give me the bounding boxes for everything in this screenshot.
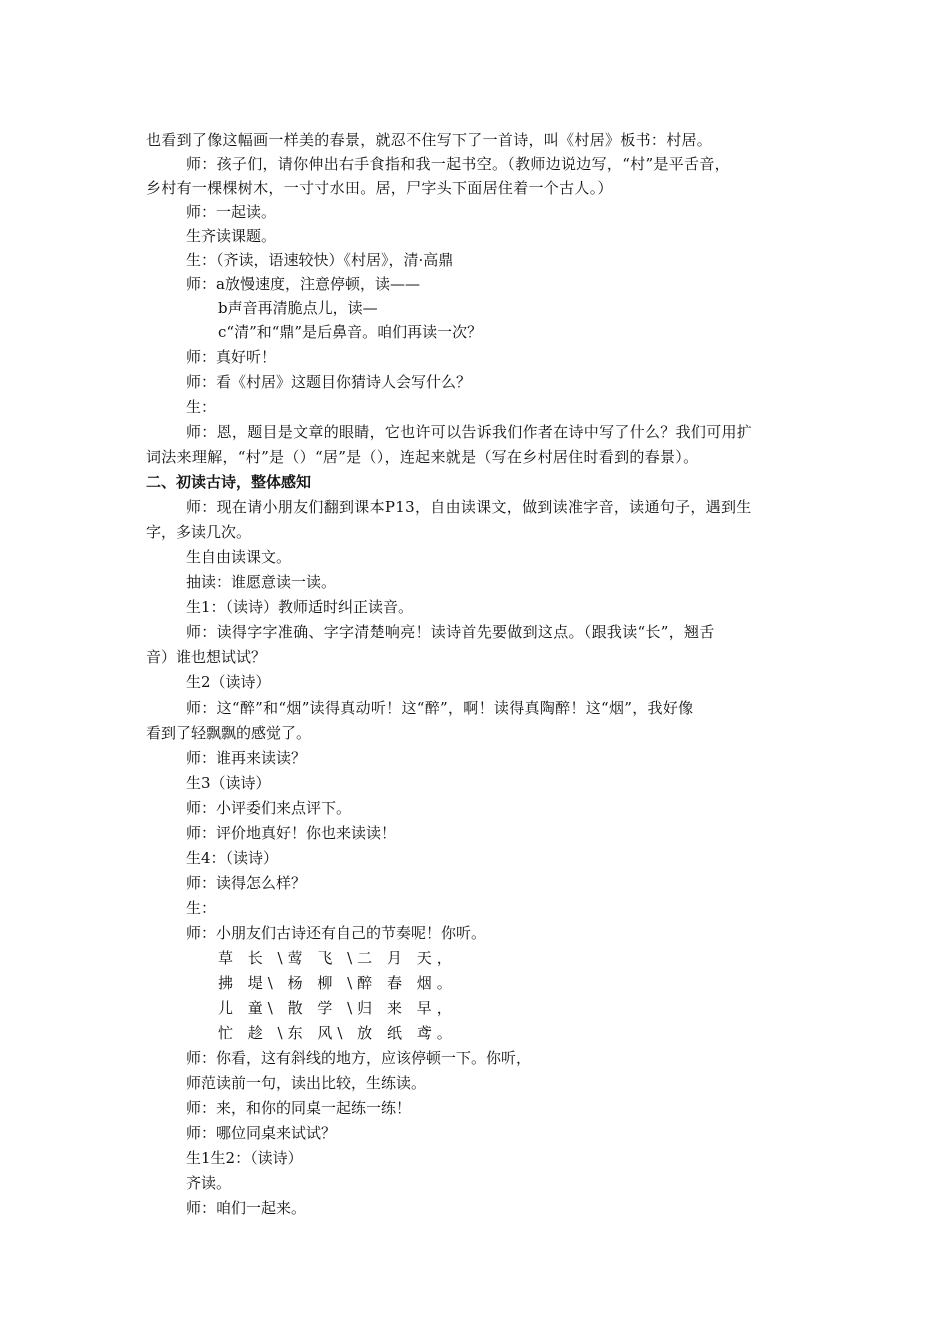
text-line: 师范读前一句，读出比较，生练读。 (186, 1074, 427, 1092)
text-line: 师：真好听！ (186, 348, 277, 366)
text-line: 齐读。 (186, 1174, 232, 1192)
text-line: 生1：（读诗）教师适时纠正读音。 (186, 598, 414, 616)
text-line: 字，多读几次。 (146, 523, 252, 541)
text-line: 师：评价地真好！你也来读读！ (186, 824, 397, 842)
poem-line: 拂 堤\ 杨 柳 \醉 春 烟。 (218, 974, 457, 992)
section-heading: 二、初读古诗，整体感知 (146, 473, 312, 491)
text-line: 师：a放慢速度，注意停顿，读—— (186, 275, 420, 293)
text-line: 抽读：谁愿意读一读。 (186, 573, 337, 591)
text-line: b声音再清脆点儿，读— (218, 299, 378, 317)
text-line: c“清”和“鼎”是后鼻音。咱们再读一次？ (218, 323, 483, 341)
text-line: 词法来理解，“村”是（）“居”是（），连起来就是（写在乡村居住时看到的春景）。 (146, 448, 699, 466)
text-line: 也看到了像这幅画一样美的春景，就忍不住写下了一首诗，叫《村居》板书：村居。 (146, 131, 713, 149)
text-line: 生3（读诗） (186, 774, 271, 792)
text-line: 师：看《村居》这题目你猜诗人会写什么？ (186, 373, 472, 391)
text-line: 生2（读诗） (186, 673, 271, 691)
text-line: 师：哪位同桌来试试？ (186, 1124, 337, 1142)
text-line: 生4：（读诗） (186, 849, 279, 867)
text-line: 看到了轻飘飘的感觉了。 (146, 724, 312, 742)
text-line: 师：读得怎么样？ (186, 874, 307, 892)
text-line: 师：小评委们来点评下。 (186, 799, 352, 817)
text-line: 师：恩，题目是文章的眼睛，它也许可以告诉我们作者在诗中写了什么？我们可用扩 (186, 423, 753, 441)
text-line: 师：这“醉”和“烟”读得真动听！这“醉”，啊！读得真陶醉！这“烟”，我好像 (186, 699, 694, 717)
text-line: 师：一起读。 (186, 203, 277, 221)
text-line: 生： (186, 899, 217, 917)
text-line: 乡村有一棵棵树木，一寸寸水田。居，尸字头下面居住着一个古人。） (146, 179, 613, 197)
text-line: 师：来，和你的同桌一起练一练！ (186, 1099, 412, 1117)
poem-line: 草 长 \莺 飞 \二 月 天， (218, 949, 457, 967)
text-line: 生自由读课文。 (186, 548, 292, 566)
text-line: 音）谁也想试试？ (146, 648, 267, 666)
text-line: 师：小朋友们古诗还有自己的节奏呢！你听。 (186, 924, 487, 942)
text-line: 师：谁再来读读？ (186, 749, 307, 767)
text-line: 师：孩子们，请你伸出右手食指和我一起书空。（教师边说边写，“村”是平舌音， (186, 155, 730, 173)
text-line: 生齐读课题。 (186, 227, 277, 245)
poem-line: 忙 趁 \东 风\ 放 纸 鸢。 (218, 1024, 457, 1042)
text-line: 生：（齐读，语速较快）《村居》，清·高鼎 (186, 251, 454, 269)
poem-line: 儿 童\ 散 学 \归 来 早， (218, 999, 457, 1017)
text-line: 师：你看，这有斜线的地方，应该停顿一下。你听， (186, 1049, 532, 1067)
text-line: 师：咱们一起来。 (186, 1199, 307, 1217)
text-line: 师：读得字字准确、字字清楚响亮！读诗首先要做到这点。（跟我读“长”，翘舌 (186, 623, 715, 641)
text-line: 师：现在请小朋友们翻到课本P13，自由读课文，做到读准字音，读通句子，遇到生 (186, 498, 752, 516)
text-line: 生： (186, 398, 217, 416)
text-line: 生1生2：（读诗） (186, 1149, 303, 1167)
